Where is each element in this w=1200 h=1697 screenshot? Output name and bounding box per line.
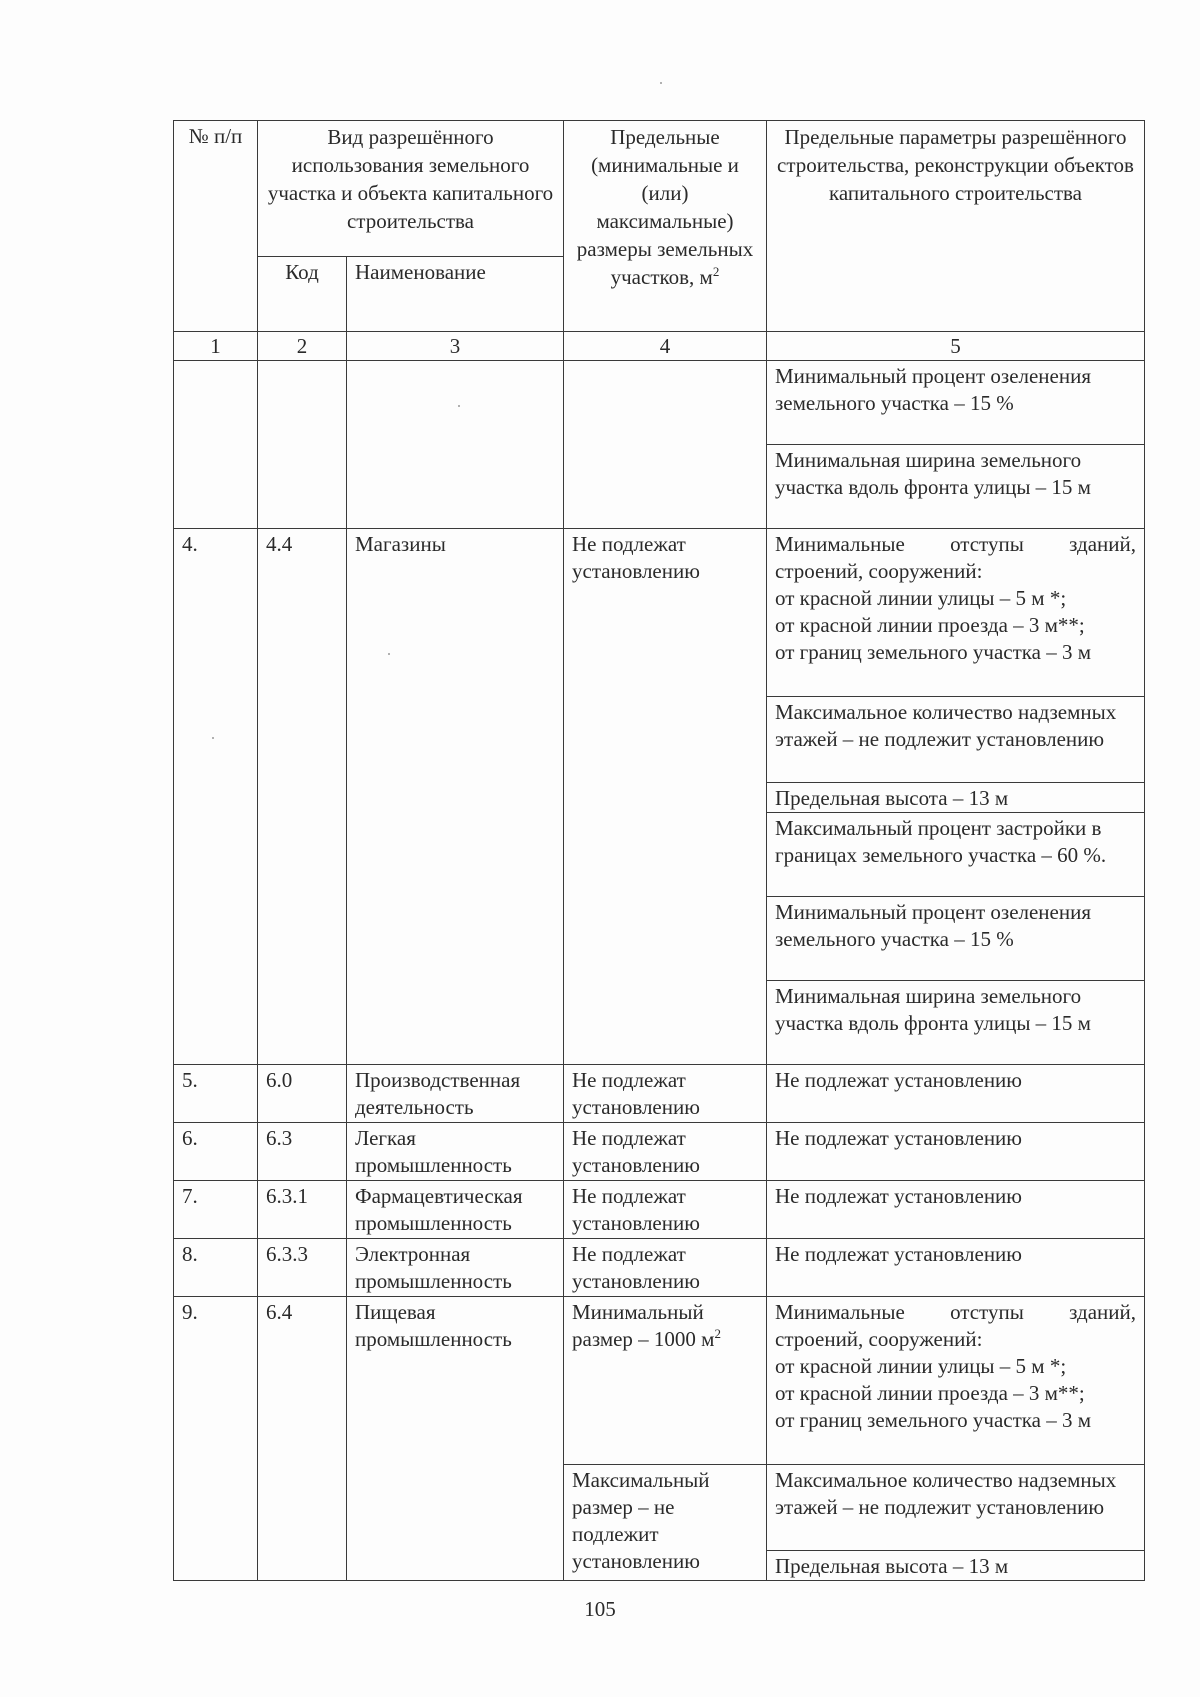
row-size: Минимальный размер – 1000 $м^2$ [564, 1297, 767, 1465]
scan-speck [212, 737, 214, 739]
param-line: Минимальные отступы зданий, строений, сооружений: [775, 532, 1136, 583]
header-row [174, 121, 1145, 257]
column-number: 1 [174, 332, 258, 361]
header-plot-size: Предельные (минимальные и (или) максимальные) размеры земельных участков, $м^2$ [564, 121, 767, 332]
row-name: Электронная промышленность [347, 1239, 564, 1297]
header-use-type: Вид разрешённого использования земельного участка и объекта капитального строительства [258, 121, 564, 257]
param-cell: Максимальный процент застройки в границах земельного участка – 60 %. [767, 813, 1145, 897]
column-number: 4 [564, 332, 767, 361]
row-name: Фармацевтическая промышленность [347, 1181, 564, 1239]
row-number: 5. [174, 1065, 258, 1123]
table-row [174, 1239, 1145, 1297]
column-number: 2 [258, 332, 347, 361]
row-code: 4.4 [258, 529, 347, 1065]
row-number: 9. [174, 1297, 258, 1581]
cell-empty [174, 361, 258, 529]
param-cell: Минимальная ширина земельного участка вдоль фронта улицы – 15 м [767, 445, 1145, 529]
param-cell [767, 529, 1145, 697]
row-size: Не подлежат установлению [564, 529, 767, 1065]
row-code: 6.4 [258, 1297, 347, 1581]
param-cell: Максимальное количество надземных этажей – не подлежит установлению [767, 697, 1145, 783]
row-size: Не подлежат установлению [564, 1123, 767, 1181]
param-line: от красной линии улицы – 5 м *; [775, 586, 1067, 610]
land-use-table [173, 120, 1145, 1581]
table-row [174, 361, 1145, 445]
param-cell: Не подлежат установлению [767, 1181, 1145, 1239]
param-cell: Минимальный процент озеленения земельного участка – 15 % [767, 361, 1145, 445]
param-cell: Максимальное количество надземных этажей – не подлежит установлению [767, 1465, 1145, 1551]
param-line: от красной линии улицы – 5 м *; [775, 1354, 1067, 1378]
row-number: 6. [174, 1123, 258, 1181]
scan-speck [388, 653, 390, 655]
row-number: 4. [174, 529, 258, 1065]
row-name: Легкая промышленность [347, 1123, 564, 1181]
row-code: 6.3.1 [258, 1181, 347, 1239]
param-cell [767, 1297, 1145, 1465]
table-row [174, 1123, 1145, 1181]
cell-empty [347, 361, 564, 529]
row-code: 6.3.3 [258, 1239, 347, 1297]
header-code: Код [258, 257, 347, 332]
row-number: 8. [174, 1239, 258, 1297]
cell-empty [564, 361, 767, 529]
header-parameters: Предельные параметры разрешённого строительства, реконструкции объектов капитального строительства [767, 121, 1145, 332]
column-number: 3 [347, 332, 564, 361]
row-name: Производственная деятельность [347, 1065, 564, 1123]
param-cell: Не подлежат установлению [767, 1065, 1145, 1123]
scan-speck [660, 82, 662, 84]
column-number: 5 [767, 332, 1145, 361]
table-row [174, 529, 1145, 697]
param-line: от границ земельного участка – 3 м [775, 640, 1092, 664]
page-number: 105 [584, 1597, 616, 1621]
row-code: 6.3 [258, 1123, 347, 1181]
column-numbers-row [174, 332, 1145, 361]
param-cell: Не подлежат установлению [767, 1239, 1145, 1297]
row-number: 7. [174, 1181, 258, 1239]
param-line: от красной линии проезда – 3 м**; [775, 1381, 1085, 1405]
table-row [174, 1297, 1145, 1465]
param-cell: Не подлежат установлению [767, 1123, 1145, 1181]
row-name: Пищевая промышленность [347, 1297, 564, 1581]
param-cell: Минимальная ширина земельного участка вдоль фронта улицы – 15 м [767, 981, 1145, 1065]
param-cell: Предельная высота – 13 м [767, 783, 1145, 813]
row-size: Не подлежат установлению [564, 1239, 767, 1297]
row-size: Максимальный размер – не подлежит установлению [564, 1465, 767, 1581]
table-row [174, 1181, 1145, 1239]
row-code: 6.0 [258, 1065, 347, 1123]
scan-speck [458, 405, 460, 407]
param-line: от границ земельного участка – 3 м [775, 1408, 1092, 1432]
table-row [174, 1065, 1145, 1123]
param-cell: Предельная высота – 13 м [767, 1551, 1145, 1581]
row-size: Не подлежат установлению [564, 1181, 767, 1239]
param-cell: Минимальный процент озеленения земельного участка – 15 % [767, 897, 1145, 981]
row-size: Не подлежат установлению [564, 1065, 767, 1123]
header-number: № п/п [174, 121, 258, 332]
cell-empty [258, 361, 347, 529]
param-line: от красной линии проезда – 3 м**; [775, 613, 1085, 637]
param-line: Минимальные отступы зданий, строений, сооружений: [775, 1300, 1136, 1351]
row-name: Магазины [347, 529, 564, 1065]
header-name: Наименование [347, 257, 564, 332]
